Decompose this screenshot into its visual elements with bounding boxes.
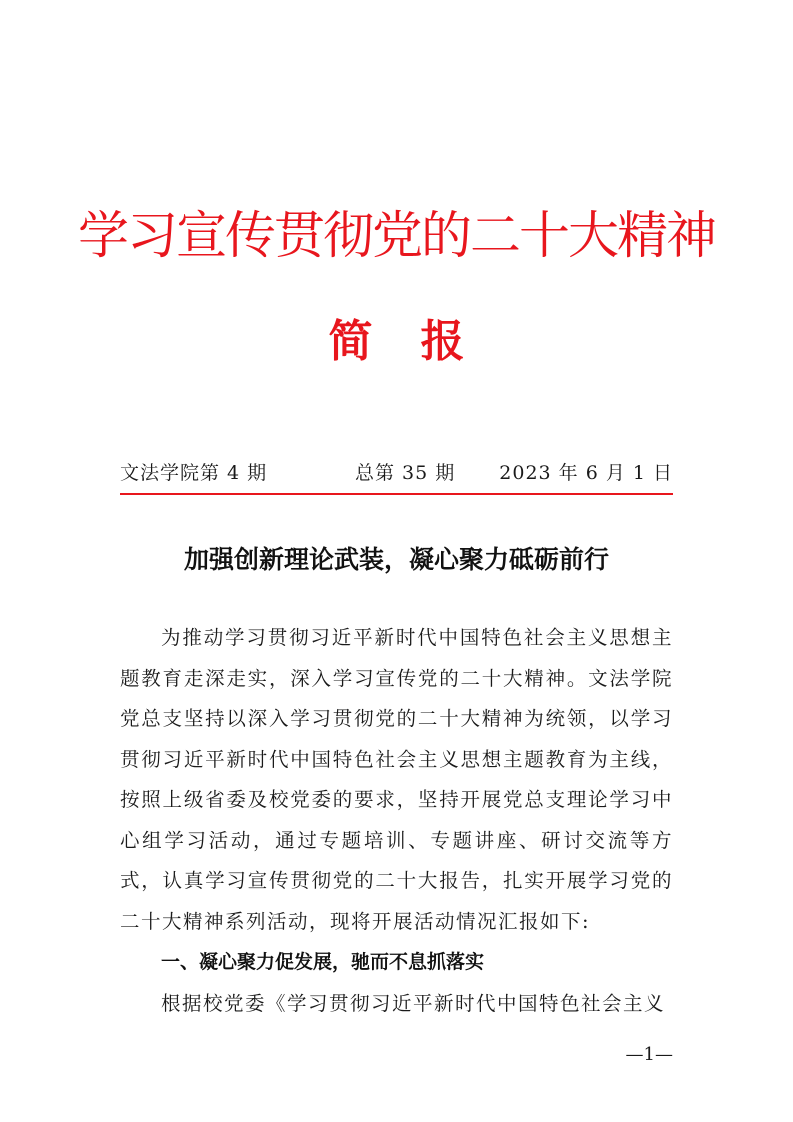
masthead-subtitle: 简报: [328, 316, 513, 367]
issue-info-line: [120, 458, 673, 488]
issue-date: 2023 年 6 月 1 日: [499, 462, 673, 484]
article-title: 加强创新理论武装，凝心聚力砥砺前行: [183, 545, 609, 574]
masthead-title: 学习宣传贯彻党的二十大精神: [77, 207, 715, 266]
page-number: —1—: [625, 1044, 673, 1065]
article-paragraph-2: 根据校党委《学习贯彻习近平新时代中国特色社会主义: [161, 992, 666, 1015]
section-heading-1: 一、凝心聚力促发展，驰而不息抓落实: [161, 951, 485, 973]
department-issue-number: 文法学院第 4 期: [120, 462, 268, 484]
total-issue-number: 总第 35 期: [355, 462, 456, 484]
article-paragraph-1: 为推动学习贯彻习近平新时代中国特色社会主义思想主题教育走深走实，深入学习宣传党的二十大精神。文法学院党总支坚持以深入学习贯彻党的二十大精神为统领，以学习贯彻习近平新时代中国特色社会主义思想主题教育为主线，按照上级省委及校党委的要求，坚持开展党总支理论学习中心组学习活动，通过专题培训、专题讲座、研讨交流等方式，认真学习宣传贯彻党的二十大报告，扎实开展学习党的二十大精神系列活动，现将开展活动情况汇报如下:: [120, 626, 673, 933]
red-divider-line: [120, 493, 673, 495]
